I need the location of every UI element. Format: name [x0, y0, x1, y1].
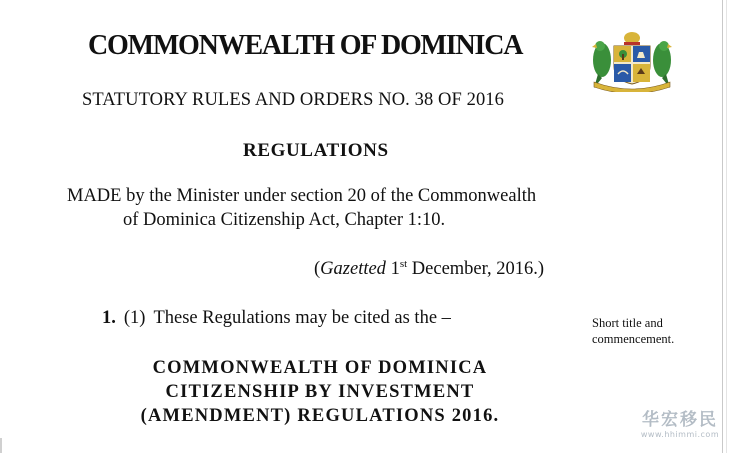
- coat-of-arms-icon: [588, 30, 676, 92]
- page-edge-line: [722, 0, 723, 453]
- citation-line-2: CITIZENSHIP BY INVESTMENT: [165, 382, 475, 402]
- watermark-text: 华宏移民: [642, 410, 718, 430]
- margin-note-line-1: Short title and: [592, 316, 663, 330]
- gazetted-date: [314, 259, 544, 280]
- regulation-text: These Regulations may be cited as the –: [153, 308, 451, 328]
- citation-line-3: (AMENDMENT) REGULATIONS 2016.: [140, 406, 500, 426]
- enabling-text-line-1: MADE by the Minister under section 20 of the Commonwealth: [67, 186, 537, 206]
- regulation-number: 1.: [102, 308, 116, 328]
- gazetted-date-rest: December, 2016.): [411, 259, 545, 279]
- citation-title: [130, 356, 510, 428]
- document-title: COMMONWEALTH OF DOMINICA: [88, 30, 523, 61]
- enabling-text-line-2: of Dominica Citizenship Act, Chapter 1:10.: [123, 210, 446, 230]
- margin-note-line-2: commencement.: [592, 332, 675, 346]
- regulation-1: [102, 308, 451, 329]
- watermark: [640, 410, 720, 446]
- gazetted-day: 1: [390, 259, 400, 279]
- citation-line-1: COMMONWEALTH OF DOMINICA: [152, 358, 488, 378]
- gazetted-open-paren: (: [314, 259, 321, 279]
- rules-number-line: STATUTORY RULES AND ORDERS NO. 38 OF 2016: [82, 90, 505, 110]
- margin-note: [592, 315, 692, 347]
- page-edge-mark: [0, 438, 2, 453]
- page-edge-line-outer: [726, 0, 727, 453]
- gazetted-word: Gazetted: [320, 259, 386, 279]
- subsection-number: (1): [123, 308, 146, 328]
- gazetted-day-suffix: st: [399, 258, 408, 270]
- regulations-heading: REGULATIONS: [243, 140, 389, 161]
- watermark-url: www.hhimmi.com: [640, 430, 720, 439]
